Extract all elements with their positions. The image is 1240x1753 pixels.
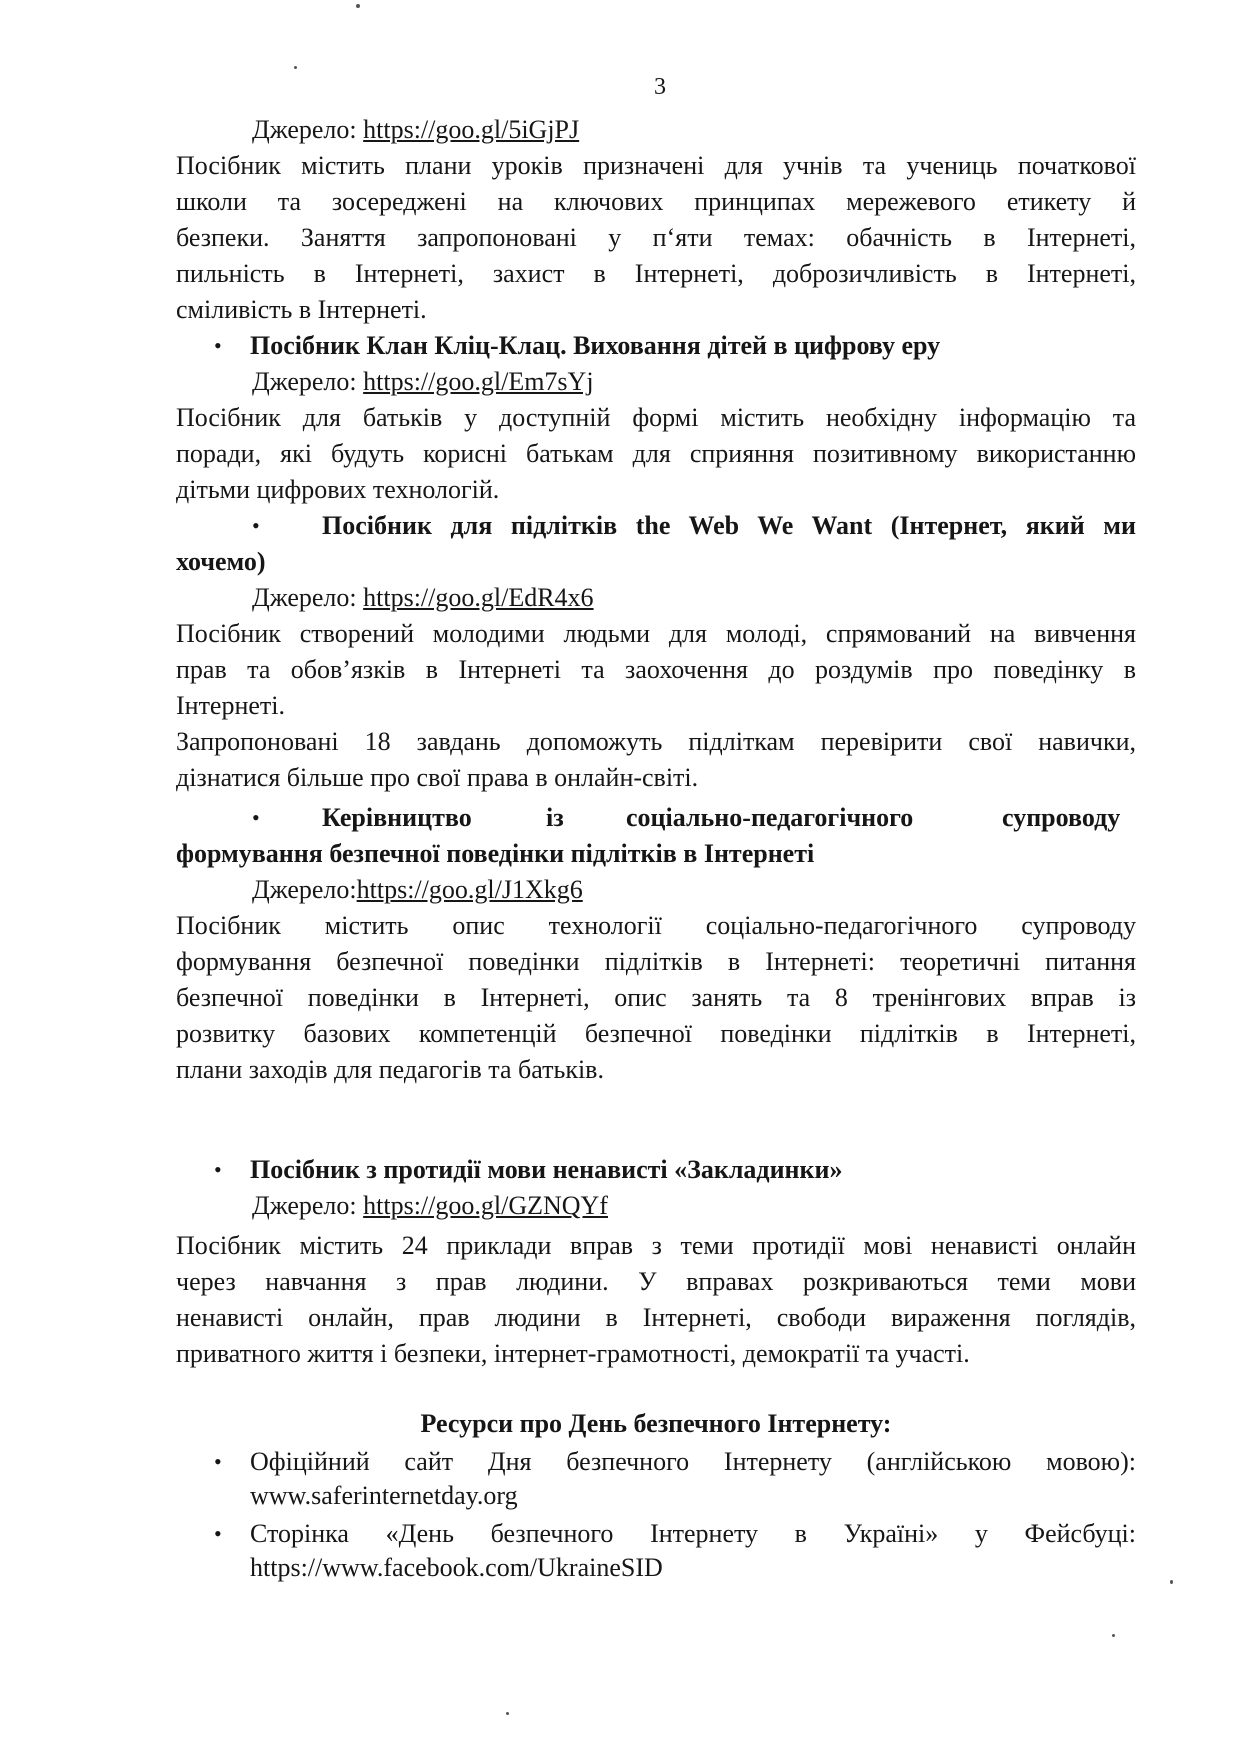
paragraph-2-line: Посібник для батьків у доступній формі містить необхідну інформацію та bbox=[176, 403, 1136, 432]
source-label: Джерело: bbox=[252, 875, 357, 904]
resource-item-2-url[interactable]: https://www.facebook.com/UkraineSID bbox=[250, 1553, 663, 1582]
paragraph-3-line: прав та обов’язків в Інтернеті та заохочення до роздумів про поведінку в bbox=[176, 655, 1136, 684]
paragraph-4-line: Посібник містить опис технології соціально-педагогічного супроводу bbox=[176, 911, 1136, 940]
section-heading: Посібник для підлітків the Web We Want (Інтернет, який ми bbox=[322, 511, 1136, 540]
resource-item-2: Сторінка «День безпечного Інтернету в Україні» у Фейсбуці: bbox=[250, 1519, 1136, 1548]
paragraph-1-line: пильність в Інтернеті, захист в Інтернеті, доброзичливість в Інтернеті, bbox=[176, 259, 1136, 288]
paragraph-1-line: безпеки. Заняття запропоновані у п‘яти темах: обачність в Інтернеті, bbox=[176, 223, 1136, 252]
source-link-5[interactable]: https://goo.gl/GZNQYf bbox=[363, 1191, 608, 1220]
paragraph-2-line: дітьми цифрових технологій. bbox=[176, 475, 500, 504]
source-label: Джерело: bbox=[252, 367, 364, 396]
section-heading-cont: формування безпечної поведінки підлітків в Інтернеті bbox=[176, 839, 815, 868]
scan-speck bbox=[506, 1712, 509, 1715]
bullet: • bbox=[214, 333, 222, 358]
source-label: Джерело: bbox=[252, 1191, 364, 1220]
scan-speck bbox=[1170, 1580, 1173, 1584]
source-line-3 bbox=[252, 580, 1132, 616]
section-heading-cont: хочемо) bbox=[176, 547, 266, 576]
source-link-1[interactable]: https://goo.gl/5iGjPJ bbox=[363, 115, 580, 144]
source-line-2 bbox=[252, 364, 1132, 400]
source-line-5 bbox=[252, 1188, 1132, 1224]
paragraph-3b-line: дізнатися більше про свої права в онлайн-світі. bbox=[176, 763, 699, 792]
paragraph-5-line: Посібник містить 24 приклади вправ з теми протидії мові ненависті онлайн bbox=[176, 1231, 1136, 1260]
section-heading: Посібник Клан Кліц-Клац. Виховання дітей в цифрову еру bbox=[250, 331, 941, 360]
paragraph-5-line: через навчання з прав людини. У вправах розкриваються теми мови bbox=[176, 1267, 1136, 1296]
bullet: • bbox=[252, 805, 260, 830]
paragraph-3-line: Інтернеті. bbox=[176, 691, 286, 720]
bullet: • bbox=[252, 513, 260, 538]
section-heading-word: із bbox=[546, 803, 564, 832]
scan-speck bbox=[356, 4, 360, 8]
source-line-4 bbox=[252, 872, 1132, 908]
paragraph-1-line: Посібник містить плани уроків призначені для учнів та учениць початкової bbox=[176, 151, 1136, 180]
paragraph-5-line: ненависті онлайн, прав людини в Інтернеті, свободи вираження поглядів, bbox=[176, 1303, 1136, 1332]
paragraph-2-line: поради, які будуть корисні батькам для сприяння позитивному використанню bbox=[176, 439, 1136, 468]
scan-speck bbox=[1112, 1634, 1115, 1637]
bullet: • bbox=[214, 1157, 222, 1182]
scan-speck bbox=[294, 66, 297, 69]
source-line-1 bbox=[252, 112, 1132, 148]
paragraph-4-line: плани заходів для педагогів та батьків. bbox=[176, 1055, 604, 1084]
bullet: • bbox=[214, 1449, 222, 1474]
resources-heading: Ресурси про День безпечного Інтернету: bbox=[420, 1409, 892, 1438]
source-link-3[interactable]: https://goo.gl/EdR4x6 bbox=[363, 583, 594, 612]
source-label: Джерело: bbox=[252, 115, 364, 144]
resource-item-1: Офіційний сайт Дня безпечного Інтернету (англійською мовою): bbox=[250, 1447, 1136, 1476]
resource-item-1-url[interactable]: www.saferinternetday.org bbox=[250, 1481, 518, 1510]
source-link-4[interactable]: https://goo.gl/J1Xkg6 bbox=[356, 875, 583, 904]
section-heading-word: соціально-педагогічного bbox=[626, 803, 914, 832]
paragraph-5-line: приватного життя і безпеки, інтернет-грамотності, демократії та участі. bbox=[176, 1339, 970, 1368]
source-link-2[interactable]: https://goo.gl/Em7sYj bbox=[363, 367, 594, 396]
section-heading: Посібник з протидії мови ненависті «Закладинки» bbox=[250, 1155, 843, 1184]
source-label: Джерело: bbox=[252, 583, 364, 612]
section-heading-word: супроводу bbox=[1002, 803, 1121, 832]
bullet: • bbox=[214, 1521, 222, 1546]
paragraph-4-line: розвитку базових компетенцій безпечної поведінки підлітків в Інтернеті, bbox=[176, 1019, 1136, 1048]
page-number: 3 bbox=[654, 74, 666, 100]
paragraph-4-line: безпечної поведінки в Інтернеті, опис занять та 8 тренінгових вправ із bbox=[176, 983, 1136, 1012]
section-heading-word: Керівництво bbox=[322, 803, 472, 832]
paragraph-3b-line: Запропоновані 18 завдань допоможуть підліткам перевірити свої навички, bbox=[176, 727, 1136, 756]
paragraph-3-line: Посібник створений молодими людьми для молоді, спрямований на вивчення bbox=[176, 619, 1136, 648]
paragraph-1-line: сміливість в Інтернеті. bbox=[176, 295, 427, 324]
paragraph-1-line: школи та зосереджені на ключових принципах мережевого етикету й bbox=[176, 187, 1136, 216]
paragraph-4-line: формування безпечної поведінки підлітків в Інтернеті: теоретичні питання bbox=[176, 947, 1136, 976]
